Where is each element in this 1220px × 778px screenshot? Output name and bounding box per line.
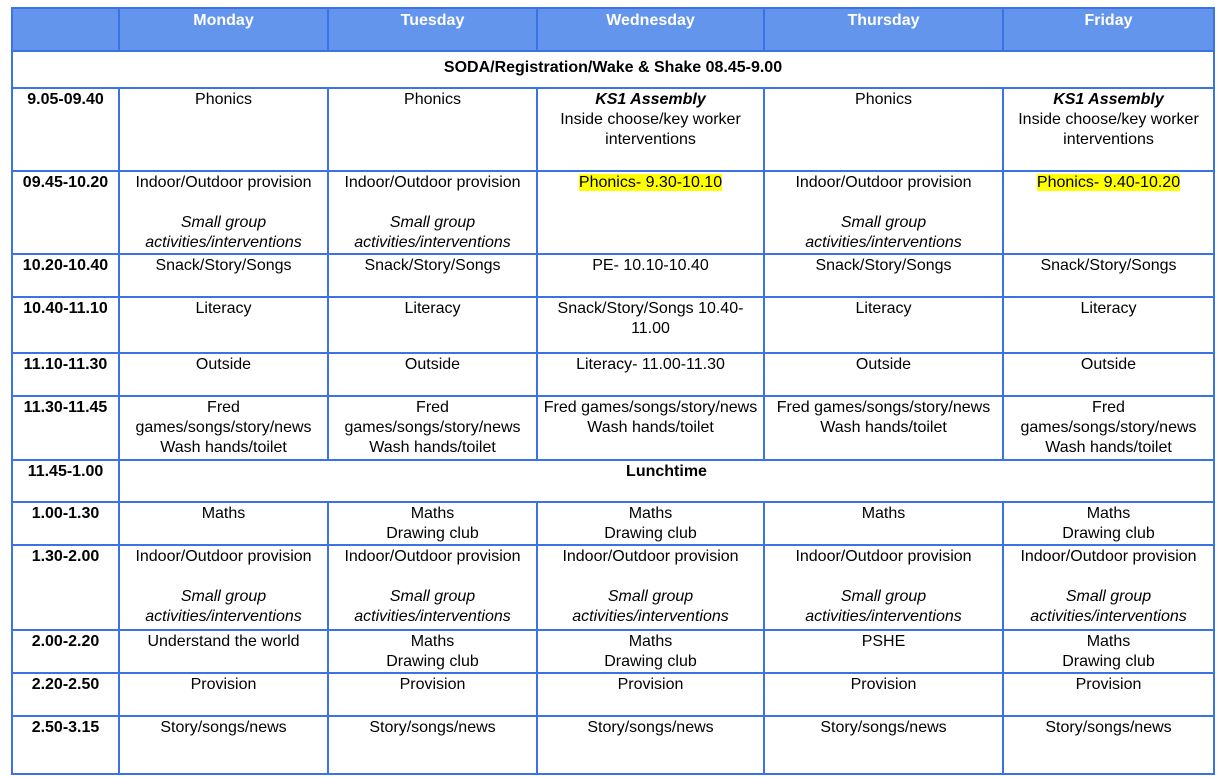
session-line: Indoor/Outdoor provision (1020, 548, 1197, 565)
session-line: Provision (850, 676, 917, 693)
day-header-friday: Friday (1003, 8, 1214, 51)
line-gap (540, 567, 761, 587)
session-line: Maths (1086, 633, 1131, 650)
session-cell-wednesday (537, 673, 764, 716)
session-cell-wednesday (537, 88, 764, 171)
session-cell-friday (1003, 353, 1214, 396)
session-cell-monday (119, 673, 328, 716)
session-cell-thursday (764, 88, 1003, 171)
session-line: Provision (190, 676, 257, 693)
session-cell-monday (119, 545, 328, 630)
session-cell-monday (119, 297, 328, 353)
time-slot: 2.00-2.20 (12, 630, 119, 673)
session-line: Small group activities/interventions (145, 588, 302, 625)
session-cell-friday (1003, 673, 1214, 716)
timetable-row (12, 88, 1214, 171)
line-gap (1006, 567, 1211, 587)
session-line: KS1 Assembly (1053, 91, 1164, 108)
session-line: Small group activities/interventions (805, 588, 962, 625)
session-line: Story/songs/news (369, 719, 496, 736)
session-cell-tuesday (328, 630, 537, 673)
session-line (540, 173, 761, 193)
timetable-container (11, 7, 1215, 775)
session-line: Drawing club (604, 653, 697, 670)
session-cell-friday (1003, 716, 1214, 774)
timetable-row (12, 545, 1214, 630)
line-gap (331, 193, 534, 213)
time-slot: 11.30-11.45 (12, 396, 119, 460)
timetable-row (12, 396, 1214, 460)
session-line: PE- 10.10-10.40 (592, 257, 709, 274)
session-cell-thursday (764, 545, 1003, 630)
session-line: Drawing club (1062, 653, 1155, 670)
session-cell-wednesday (537, 171, 764, 254)
session-line: Understand the world (147, 633, 300, 650)
session-line: Drawing club (386, 653, 479, 670)
session-cell-tuesday (328, 673, 537, 716)
session-line: Indoor/Outdoor provision (344, 548, 521, 565)
session-cell-wednesday (537, 545, 764, 630)
time-slot: 9.05-09.40 (12, 88, 119, 171)
timetable-row (12, 716, 1214, 774)
day-header-thursday: Thursday (764, 8, 1003, 51)
line-gap (122, 193, 325, 213)
session-cell-tuesday (328, 396, 537, 460)
session-cell-wednesday (537, 502, 764, 545)
session-cell-wednesday (537, 396, 764, 460)
session-line: Provision (1075, 676, 1142, 693)
session-cell-thursday (764, 630, 1003, 673)
session-line: Literacy (404, 300, 461, 317)
session-line: Snack/Story/Songs (1040, 257, 1177, 274)
weekly-timetable (11, 7, 1215, 775)
session-cell-thursday (764, 396, 1003, 460)
session-cell-tuesday (328, 297, 537, 353)
session-cell-tuesday (328, 716, 537, 774)
session-line: Literacy- 11.00-11.30 (576, 356, 725, 373)
session-line: Literacy (1080, 300, 1137, 317)
session-line: Wash hands/toilet (587, 419, 714, 436)
session-cell-wednesday (537, 716, 764, 774)
session-cell-tuesday (328, 171, 537, 254)
header-row (12, 8, 1214, 51)
session-line: Maths (410, 633, 455, 650)
timetable-row (12, 673, 1214, 716)
session-cell-thursday (764, 297, 1003, 353)
session-line: Inside choose/key worker interventions (560, 111, 741, 148)
session-line: Drawing club (1062, 525, 1155, 542)
session-cell-monday (119, 353, 328, 396)
session-line: Wash hands/toilet (160, 439, 287, 456)
session-line: Indoor/Outdoor provision (562, 548, 739, 565)
time-slot: 1.00-1.30 (12, 502, 119, 545)
session-line: Maths (410, 505, 455, 522)
day-header-monday: Monday (119, 8, 328, 51)
session-cell-thursday (764, 353, 1003, 396)
session-line: Small group activities/interventions (572, 588, 729, 625)
corner-cell (12, 8, 119, 51)
line-gap (767, 567, 1000, 587)
session-line: Snack/Story/Songs (364, 257, 501, 274)
session-line: Story/songs/news (160, 719, 287, 736)
session-line: Outside (195, 356, 252, 373)
day-header-wednesday: Wednesday (537, 8, 764, 51)
session-cell-monday (119, 502, 328, 545)
time-slot: 11.10-11.30 (12, 353, 119, 396)
session-line: KS1 Assembly (595, 91, 706, 108)
session-cell-thursday (764, 673, 1003, 716)
session-cell-thursday (764, 171, 1003, 254)
session-line: Fred games/songs/story/news (344, 399, 521, 436)
session-line: Provision (617, 676, 684, 693)
session-cell-friday (1003, 88, 1214, 171)
session-line: Maths (861, 505, 906, 522)
session-cell-monday (119, 716, 328, 774)
session-line: Snack/Story/Songs (815, 257, 952, 274)
session-line: Maths (628, 505, 673, 522)
session-cell-monday (119, 254, 328, 297)
time-slot: 2.50-3.15 (12, 716, 119, 774)
session-cell-wednesday (537, 297, 764, 353)
timetable-row (12, 353, 1214, 396)
time-slot: 11.45-1.00 (12, 460, 119, 502)
session-line: Small group activities/interventions (805, 214, 962, 251)
line-gap (767, 193, 1000, 213)
session-cell-friday (1003, 545, 1214, 630)
session-cell-thursday (764, 502, 1003, 545)
session-cell-monday (119, 88, 328, 171)
line-gap (122, 567, 325, 587)
session-cell-thursday (764, 254, 1003, 297)
session-line: Wash hands/toilet (820, 419, 947, 436)
session-line: Outside (855, 356, 912, 373)
session-cell-tuesday (328, 254, 537, 297)
time-slot: 2.20-2.50 (12, 673, 119, 716)
session-cell-friday (1003, 171, 1214, 254)
timetable-row (12, 297, 1214, 353)
session-line: Small group activities/interventions (1030, 588, 1187, 625)
session-cell-tuesday (328, 502, 537, 545)
session-line: Drawing club (604, 525, 697, 542)
session-line: Phonics (855, 91, 912, 108)
session-cell-wednesday (537, 254, 764, 297)
session-cell-monday (119, 171, 328, 254)
session-line: Wash hands/toilet (1045, 439, 1172, 456)
timetable-row (12, 502, 1214, 545)
session-cell-tuesday (328, 353, 537, 396)
session-cell-tuesday (328, 88, 537, 171)
highlighted-session: Phonics- 9.40-10.20 (1036, 174, 1181, 191)
session-line: Outside (1080, 356, 1137, 373)
session-line: Phonics (195, 91, 252, 108)
session-line: Fred games/songs/story/news (543, 399, 758, 416)
time-slot: 10.40-11.10 (12, 297, 119, 353)
session-cell-thursday (764, 716, 1003, 774)
session-cell-wednesday (537, 630, 764, 673)
session-cell-friday (1003, 502, 1214, 545)
session-line: Small group activities/interventions (354, 588, 511, 625)
session-cell-friday (1003, 396, 1214, 460)
time-slot: 10.20-10.40 (12, 254, 119, 297)
session-line: Fred games/songs/story/news (776, 399, 991, 416)
session-line: Small group activities/interventions (145, 214, 302, 251)
session-line: Story/songs/news (820, 719, 947, 736)
time-slot: 1.30-2.00 (12, 545, 119, 630)
session-line: Provision (399, 676, 466, 693)
session-line: Small group activities/interventions (354, 214, 511, 251)
session-line (1006, 173, 1211, 193)
session-line: Inside choose/key worker interventions (1018, 111, 1199, 148)
registration-banner: SODA/Registration/Wake & Shake 08.45-9.00 (12, 51, 1214, 88)
day-header-tuesday: Tuesday (328, 8, 537, 51)
session-line: Indoor/Outdoor provision (795, 548, 972, 565)
session-line: Literacy (855, 300, 912, 317)
session-line: Story/songs/news (1045, 719, 1172, 736)
session-line: Outside (404, 356, 461, 373)
session-cell-friday (1003, 630, 1214, 673)
time-slot: 09.45-10.20 (12, 171, 119, 254)
timetable-row (12, 630, 1214, 673)
session-line: PSHE (861, 633, 906, 650)
session-line: Indoor/Outdoor provision (795, 174, 972, 191)
session-cell-wednesday (537, 353, 764, 396)
session-line: Indoor/Outdoor provision (135, 174, 312, 191)
session-cell-monday (119, 630, 328, 673)
session-cell-tuesday (328, 545, 537, 630)
session-line: Wash hands/toilet (369, 439, 496, 456)
session-line: Snack/Story/Songs (155, 257, 292, 274)
banner-row (12, 51, 1214, 88)
session-line: Maths (628, 633, 673, 650)
session-line: Drawing club (386, 525, 479, 542)
line-gap (331, 567, 534, 587)
session-cell-monday (119, 396, 328, 460)
session-line: Indoor/Outdoor provision (344, 174, 521, 191)
session-line: Maths (201, 505, 246, 522)
session-line: Snack/Story/Songs 10.40-11.00 (557, 300, 744, 337)
lunchtime-cell: Lunchtime (119, 460, 1214, 502)
session-line: Fred games/songs/story/news (1020, 399, 1197, 436)
lunch-row (12, 460, 1214, 502)
timetable-row (12, 254, 1214, 297)
session-line: Indoor/Outdoor provision (135, 548, 312, 565)
session-line: Maths (1086, 505, 1131, 522)
highlighted-session: Phonics- 9.30-10.10 (578, 174, 723, 191)
timetable-row (12, 171, 1214, 254)
session-line: Fred games/songs/story/news (135, 399, 312, 436)
session-line: Story/songs/news (587, 719, 714, 736)
session-cell-friday (1003, 254, 1214, 297)
session-line: Literacy (195, 300, 252, 317)
session-line: Phonics (404, 91, 461, 108)
session-cell-friday (1003, 297, 1214, 353)
timetable-body (12, 8, 1214, 774)
